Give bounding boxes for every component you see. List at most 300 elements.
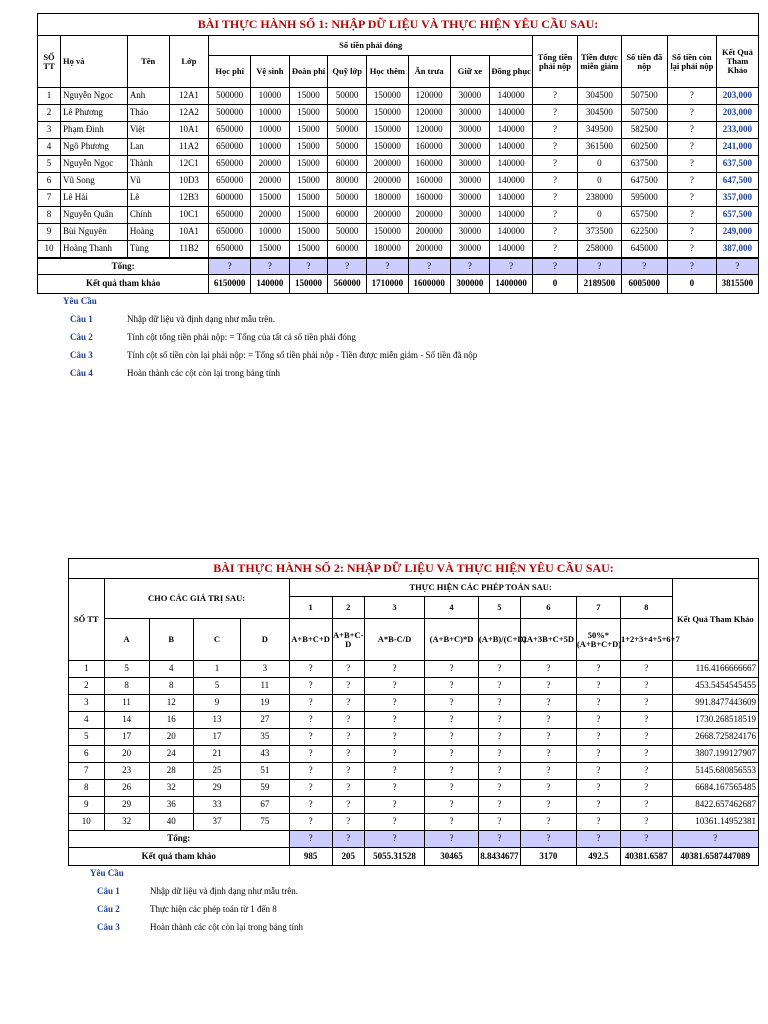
op-number-1: 1 [289, 597, 332, 619]
table-cell: 29 [193, 780, 240, 797]
var-header-b: B [149, 619, 193, 661]
op-result-cell: ? [364, 746, 424, 763]
table-cell: 12A2 [169, 105, 209, 122]
total-cell: ? [450, 258, 490, 275]
ref-result-cell: 6005000 [621, 275, 667, 294]
table-row [69, 780, 759, 797]
op-result-cell: ? [425, 814, 479, 831]
table-cell: 32 [104, 814, 149, 831]
table-cell: Vũ Song [60, 173, 127, 190]
op-result-cell: ? [478, 695, 520, 712]
table-cell: 5 [193, 678, 240, 695]
table-cell: 15000 [289, 122, 328, 139]
table-cell: 160000 [408, 173, 450, 190]
table-cell: 233,000 [716, 122, 758, 139]
op-result-cell: ? [520, 678, 576, 695]
table-cell: 11A2 [169, 139, 209, 156]
op-result-cell: ? [478, 729, 520, 746]
table-cell: Nguyễn Quân [60, 207, 127, 224]
table-cell: Phạm Đình [60, 122, 127, 139]
total-cell: ? [533, 258, 578, 275]
op-result-cell: ? [478, 763, 520, 780]
table-cell: Thảo [127, 105, 169, 122]
table-cell: ? [533, 173, 578, 190]
table-cell: 120000 [408, 105, 450, 122]
table2-ref-label: Kết quả tham khảo [69, 848, 290, 866]
header-fee-1: Vệ sinh [251, 56, 290, 88]
table-cell: 4 [69, 712, 105, 729]
requirement-label: Câu 3 [70, 350, 93, 360]
table-cell: 19 [241, 695, 289, 712]
table-cell: ? [533, 241, 578, 258]
header-fee-0: Học phí [209, 56, 251, 88]
header-ten: Tên [127, 36, 169, 88]
op-result-cell: ? [576, 729, 620, 746]
table-row [69, 814, 759, 831]
table-cell: Lê Hải [60, 190, 127, 207]
table-cell: 50000 [328, 122, 367, 139]
table-cell: 60000 [328, 156, 367, 173]
table2-total-label: Tổng: [69, 831, 290, 848]
table-row [38, 122, 759, 139]
formula-header-2: A+B+C-D [332, 619, 364, 661]
table-cell: 140000 [490, 139, 533, 156]
table-cell: Vũ [127, 173, 169, 190]
op-result-cell: ? [576, 797, 620, 814]
op-result-cell: ? [520, 712, 576, 729]
table-cell: 160000 [408, 156, 450, 173]
table-cell: 29 [104, 797, 149, 814]
op-result-cell: ? [576, 763, 620, 780]
formula-header-8: 1+2+3+4+5+6+7 [620, 619, 672, 661]
op-result-cell: ? [425, 746, 479, 763]
table-cell: 5 [69, 729, 105, 746]
table-cell: 582500 [621, 122, 667, 139]
ref-result-cell: 300000 [450, 275, 490, 294]
formula-header-1: A+B+C+D [289, 619, 332, 661]
ref-result-cell: 985 [289, 848, 332, 866]
table-cell: 2 [69, 678, 105, 695]
table-cell: 10D3 [169, 173, 209, 190]
op-result-cell: ? [576, 746, 620, 763]
table-cell: 647500 [621, 173, 667, 190]
op-result-cell: ? [576, 661, 620, 678]
op-result-cell: ? [364, 780, 424, 797]
total-cell: ? [408, 258, 450, 275]
table-cell: 9 [38, 224, 61, 241]
table-cell: 637500 [621, 156, 667, 173]
table-cell: 650000 [209, 139, 251, 156]
total-cell: ? [490, 258, 533, 275]
table-cell: 180000 [366, 241, 408, 258]
requirement-text: Hoàn thành các cột còn lại trong bảng tính [127, 368, 280, 378]
table-cell: 30000 [450, 88, 490, 105]
table-cell: 622500 [621, 224, 667, 241]
table-cell: ? [667, 190, 716, 207]
table-cell: 150000 [366, 139, 408, 156]
op-result-cell: ? [425, 712, 479, 729]
table-cell: ? [533, 190, 578, 207]
table-cell: 8 [149, 678, 193, 695]
table-cell: 650000 [209, 224, 251, 241]
op-result-cell: ? [620, 712, 672, 729]
table-cell: 200000 [366, 156, 408, 173]
op-result-cell: ? [425, 763, 479, 780]
table-cell: 10A1 [169, 224, 209, 241]
table-cell: 25 [193, 763, 240, 780]
table-cell: 507500 [621, 88, 667, 105]
op-result-cell: ? [289, 763, 332, 780]
table-cell: Lê Phương [60, 105, 127, 122]
table-cell: 75 [241, 814, 289, 831]
op-result-cell: ? [332, 814, 364, 831]
op-result-cell: ? [576, 814, 620, 831]
table-cell: 37 [193, 814, 240, 831]
total-cell: ? [576, 831, 620, 848]
ref-result-cell: 0 [667, 275, 716, 294]
total-cell: ? [716, 258, 758, 275]
table-cell: 14 [104, 712, 149, 729]
table-cell: 6 [38, 173, 61, 190]
table-cell: 1 [193, 661, 240, 678]
table1-ref-label: Kết quả tham khảo [38, 275, 209, 294]
table-cell: Nguyễn Ngọc [60, 156, 127, 173]
table-cell: 0 [577, 173, 621, 190]
table-cell: 15000 [289, 139, 328, 156]
table-cell: Việt [127, 122, 169, 139]
op-result-cell: ? [332, 780, 364, 797]
op-result-cell: ? [520, 695, 576, 712]
formula-header-3: A*B-C/D [364, 619, 424, 661]
table-cell: 3 [69, 695, 105, 712]
op-result-cell: ? [332, 678, 364, 695]
table-cell: 50000 [328, 224, 367, 241]
table-cell: 500000 [209, 88, 251, 105]
table-cell: ? [667, 88, 716, 105]
op-result-cell: ? [364, 814, 424, 831]
table-cell: 150000 [366, 88, 408, 105]
table-cell: 10000 [251, 88, 290, 105]
total-cell: ? [478, 831, 520, 848]
table-cell: 637,500 [716, 156, 758, 173]
table-cell: 10C1 [169, 207, 209, 224]
table-cell: 30000 [450, 156, 490, 173]
ref-result-cell: 30465 [425, 848, 479, 866]
table-cell: 10000 [251, 139, 290, 156]
table-cell: Thành [127, 156, 169, 173]
table-cell: 16 [149, 712, 193, 729]
op-result-cell: ? [520, 746, 576, 763]
op-result-cell: ? [620, 746, 672, 763]
table-cell: 15000 [289, 207, 328, 224]
table-cell: 258000 [577, 241, 621, 258]
header-fee-6: Giữ xe [450, 56, 490, 88]
table-cell: 150000 [366, 122, 408, 139]
table-cell: 15000 [251, 190, 290, 207]
table-row [38, 139, 759, 156]
op-result-cell: ? [332, 746, 364, 763]
op-result-cell: ? [478, 678, 520, 695]
op-number-7: 7 [576, 597, 620, 619]
op-result-cell: ? [289, 797, 332, 814]
op-number-6: 6 [520, 597, 576, 619]
table-cell: 15000 [289, 173, 328, 190]
total-cell: ? [577, 258, 621, 275]
table-practice-2 [68, 558, 759, 866]
requirement-text: Nhập dữ liệu và định dạng như mẫu trên. [150, 886, 298, 896]
table-row [69, 678, 759, 695]
header-fee-5: Ăn trưa [408, 56, 450, 88]
table-cell: 26 [104, 780, 149, 797]
table-cell: ? [667, 139, 716, 156]
table-cell: 200000 [408, 241, 450, 258]
op-result-cell: ? [364, 797, 424, 814]
requirement-text: Nhập dữ liệu và định dạng như mẫu trên. [127, 314, 275, 324]
table-cell: 1 [69, 661, 105, 678]
table-row [69, 695, 759, 712]
table-row [69, 797, 759, 814]
header-fee-2: Đoàn phí [289, 56, 328, 88]
table-row [38, 190, 759, 207]
table-cell: 373500 [577, 224, 621, 241]
header-tong: Tổng tiền phải nộp [533, 36, 578, 88]
table-cell: 12C1 [169, 156, 209, 173]
total-cell: ? [209, 258, 251, 275]
requirement-text: Tính cột số tiền còn lại phải nộp: = Tổng số tiền phải nộp - Tiền được miễn giảm - Số tiền đã nộp [127, 350, 478, 360]
op-result-cell: ? [620, 661, 672, 678]
op-result-cell: ? [478, 780, 520, 797]
ref-result-cell: 150000 [289, 275, 328, 294]
table-cell: 10000 [251, 224, 290, 241]
table-cell: 200000 [408, 224, 450, 241]
table-cell: 2 [38, 105, 61, 122]
table-cell: 24 [149, 746, 193, 763]
table-cell: 11B2 [169, 241, 209, 258]
op-result-cell: ? [478, 797, 520, 814]
table-cell: 507500 [621, 105, 667, 122]
ref-result-cell: 3807.199127907 [672, 746, 758, 763]
op-result-cell: ? [364, 695, 424, 712]
table-cell: 361500 [577, 139, 621, 156]
ref-result-cell: 10361.14952381 [672, 814, 758, 831]
table-cell: 20 [104, 746, 149, 763]
header-kq: Kết Quả Tham Khảo [716, 36, 758, 88]
ref-result-cell: 40381.6587 [620, 848, 672, 866]
table-cell: 120000 [408, 122, 450, 139]
requirement-text: Hoàn thành các cột còn lại trong bảng tính [150, 922, 303, 932]
table-cell: 200000 [366, 173, 408, 190]
table-cell: 1 [38, 88, 61, 105]
table-cell: 9 [69, 797, 105, 814]
table-cell: ? [667, 224, 716, 241]
ref-result-cell: 3170 [520, 848, 576, 866]
table-cell: 500000 [209, 105, 251, 122]
table-cell: Hoàng [127, 224, 169, 241]
table-cell: 30000 [450, 105, 490, 122]
formula-header-6: 2A+3B+C+5D [520, 619, 576, 661]
ref-result-cell: 1400000 [490, 275, 533, 294]
op-result-cell: ? [332, 763, 364, 780]
table-cell: 150000 [366, 224, 408, 241]
var-header-c: C [193, 619, 240, 661]
header-ho: Họ và [60, 36, 127, 88]
op-result-cell: ? [520, 763, 576, 780]
total-cell: ? [328, 258, 367, 275]
table-cell: 4 [38, 139, 61, 156]
table1-title: BÀI THỰC HÀNH SỐ 1: NHẬP DỮ LIỆU VÀ THỰC HIỆN YÊU CẦU SAU: [38, 14, 759, 36]
table-cell: 30000 [450, 207, 490, 224]
table-cell: 140000 [490, 241, 533, 258]
total-cell: ? [667, 258, 716, 275]
table-cell: 650000 [209, 207, 251, 224]
table-cell: 8 [69, 780, 105, 797]
ref-result-cell: 40381.6587447089 [672, 848, 758, 866]
table-row [69, 661, 759, 678]
table-cell: 140000 [490, 156, 533, 173]
ref-result-cell: 140000 [251, 275, 290, 294]
op-result-cell: ? [289, 814, 332, 831]
table-cell: 241,000 [716, 139, 758, 156]
table-cell: 650000 [209, 122, 251, 139]
table-cell: 15000 [289, 241, 328, 258]
table-cell: Tùng [127, 241, 169, 258]
table-cell: 50000 [328, 139, 367, 156]
total-cell: ? [289, 831, 332, 848]
table-cell: 3 [241, 661, 289, 678]
header-danop: Số tiền đã nộp [621, 36, 667, 88]
ref-result-cell: 492.5 [576, 848, 620, 866]
table-cell: 36 [149, 797, 193, 814]
op-result-cell: ? [620, 678, 672, 695]
table-cell: 140000 [490, 88, 533, 105]
op-result-cell: ? [576, 695, 620, 712]
op-result-cell: ? [364, 678, 424, 695]
table-row [38, 241, 759, 258]
table-cell: 40 [149, 814, 193, 831]
table-cell: 9 [193, 695, 240, 712]
t2-header-given: CHO CÁC GIÁ TRỊ SAU: [104, 579, 289, 619]
var-header-d: D [241, 619, 289, 661]
table-cell: 657,500 [716, 207, 758, 224]
table-row [69, 729, 759, 746]
total-cell: ? [620, 831, 672, 848]
table-cell: 21 [193, 746, 240, 763]
table-row [69, 746, 759, 763]
table-row [38, 224, 759, 241]
op-result-cell: ? [289, 780, 332, 797]
table-cell: 27 [241, 712, 289, 729]
header-group-fees: Số tiền phải đóng [209, 36, 533, 56]
ref-result-cell: 8.8434677 [478, 848, 520, 866]
table-cell: Bùi Nguyên [60, 224, 127, 241]
table-cell: 200000 [366, 207, 408, 224]
table-cell: 120000 [408, 88, 450, 105]
table-cell: 650000 [209, 241, 251, 258]
header-fee-7: Đồng phục [490, 56, 533, 88]
table-cell: 150000 [366, 105, 408, 122]
table-cell: 60000 [328, 241, 367, 258]
table-cell: 10 [69, 814, 105, 831]
ref-result-cell: 1600000 [408, 275, 450, 294]
op-result-cell: ? [332, 712, 364, 729]
requirement-label: Câu 4 [70, 368, 93, 378]
table-cell: 140000 [490, 224, 533, 241]
total-cell: ? [289, 258, 328, 275]
ref-result-cell: 3815500 [716, 275, 758, 294]
op-result-cell: ? [425, 780, 479, 797]
op-result-cell: ? [520, 814, 576, 831]
op-result-cell: ? [289, 746, 332, 763]
op-result-cell: ? [364, 729, 424, 746]
ref-result-cell: 205 [332, 848, 364, 866]
table-cell: ? [533, 105, 578, 122]
op-result-cell: ? [332, 661, 364, 678]
table-cell: ? [533, 88, 578, 105]
table-cell: 140000 [490, 122, 533, 139]
table-cell: 20000 [251, 173, 290, 190]
ref-result-cell: 1730.268518519 [672, 712, 758, 729]
table-cell: Ngô Phương [60, 139, 127, 156]
op-result-cell: ? [478, 661, 520, 678]
requirement-label: Câu 2 [70, 332, 93, 342]
table-cell: 595000 [621, 190, 667, 207]
table-cell: 20000 [251, 156, 290, 173]
table-cell: 0 [577, 207, 621, 224]
op-result-cell: ? [620, 780, 672, 797]
table-cell: 3 [38, 122, 61, 139]
requirement-label: Câu 1 [70, 314, 93, 324]
op-result-cell: ? [332, 695, 364, 712]
table-cell: 8 [104, 678, 149, 695]
table-cell: 15000 [289, 88, 328, 105]
ref-result-cell: 5145.680856553 [672, 763, 758, 780]
ref-result-cell: 6684.167565485 [672, 780, 758, 797]
table-cell: 387,000 [716, 241, 758, 258]
table-cell: 7 [69, 763, 105, 780]
formula-header-4: (A+B+C)*D [425, 619, 479, 661]
table-cell: 30000 [450, 173, 490, 190]
table-cell: 67 [241, 797, 289, 814]
table-cell: 20 [149, 729, 193, 746]
header-stt: SỐ TT [38, 36, 61, 88]
table-cell: 140000 [490, 173, 533, 190]
ref-result-cell: 991.8477443609 [672, 695, 758, 712]
table-cell: 50000 [328, 190, 367, 207]
table-cell: 200000 [408, 207, 450, 224]
requirement-label: Câu 3 [97, 922, 120, 932]
table-cell: 51 [241, 763, 289, 780]
requirement-label: Câu 1 [97, 886, 120, 896]
table-cell: 11 [104, 695, 149, 712]
table-cell: Lê [127, 190, 169, 207]
total-cell: ? [364, 831, 424, 848]
table-cell: 30000 [450, 224, 490, 241]
table-cell: 15000 [251, 241, 290, 258]
table-cell: 15000 [289, 224, 328, 241]
op-result-cell: ? [620, 695, 672, 712]
total-cell: ? [251, 258, 290, 275]
ref-result-cell: 2189500 [577, 275, 621, 294]
header-fee-3: Quỹ lớp [328, 56, 367, 88]
requirement-text: Thực hiện các phép toán từ 1 đến 8 [150, 904, 277, 914]
table-cell: 12 [149, 695, 193, 712]
total-cell: ? [672, 831, 758, 848]
total-cell: ? [332, 831, 364, 848]
header-lop: Lớp [169, 36, 209, 88]
table-cell: 160000 [408, 190, 450, 207]
ref-result-cell: 0 [533, 275, 578, 294]
table-cell: 160000 [408, 139, 450, 156]
